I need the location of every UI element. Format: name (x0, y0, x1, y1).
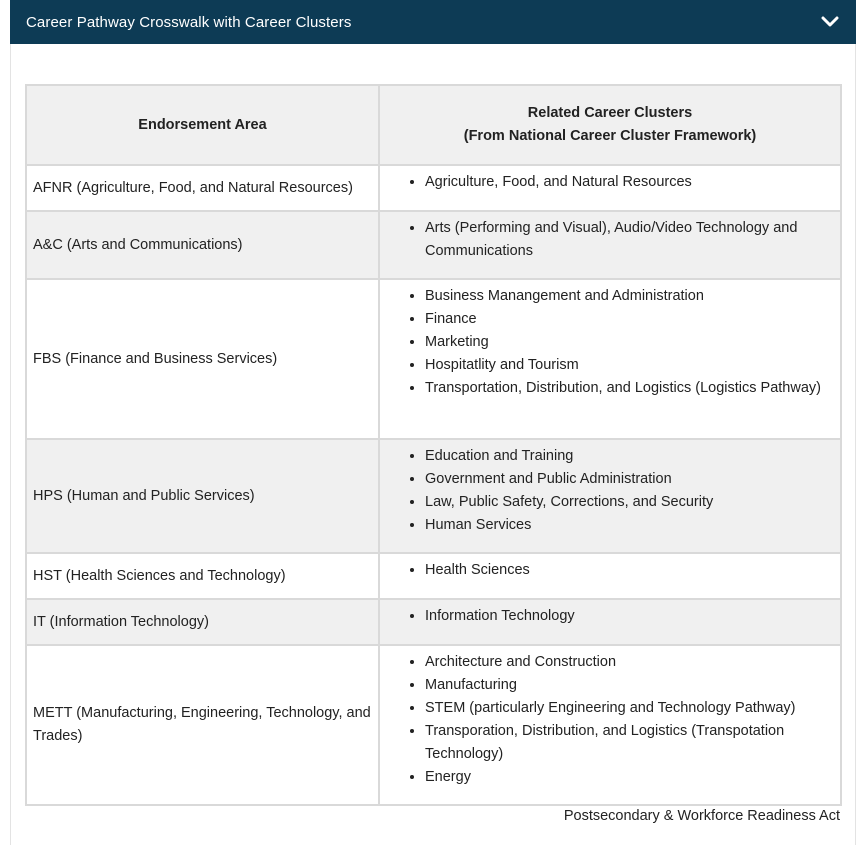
table-row (26, 553, 841, 599)
table-body (26, 165, 841, 805)
endorsement-area-cell: AFNR (Agriculture, Food, and Natural Resources) (26, 165, 379, 211)
list-item: • Transportation, Distribution, and Logistics (Logistics Pathway) (425, 377, 826, 400)
endorsement-area-cell: A&C (Arts and Communications) (26, 211, 379, 279)
list-item: • Agriculture, Food, and Natural Resources (425, 171, 826, 194)
list-item: • Architecture and Construction (425, 651, 826, 674)
career-clusters-list (388, 605, 826, 628)
endorsement-area-header: Endorsement Area (26, 85, 379, 165)
career-clusters-list (388, 171, 826, 194)
table-row (26, 279, 841, 439)
accordion-header[interactable] (10, 0, 856, 44)
career-clusters-cell (379, 599, 841, 645)
career-clusters-cell (379, 165, 841, 211)
list-item: • Government and Public Administration (425, 468, 826, 491)
career-clusters-cell (379, 439, 841, 553)
endorsement-area-cell: FBS (Finance and Business Services) (26, 279, 379, 439)
list-item: • Human Services (425, 514, 826, 537)
endorsement-area-cell: IT (Information Technology) (26, 599, 379, 645)
list-item: • Transporation, Distribution, and Logistics (Transpotation Technology) (425, 720, 826, 766)
list-item: • Finance (425, 308, 826, 331)
list-item: • Arts (Performing and Visual), Audio/Video Technology and Communications (425, 217, 826, 263)
table-header-row (26, 85, 841, 165)
career-clusters-list (388, 285, 826, 400)
career-clusters-header (379, 85, 841, 165)
career-clusters-list (388, 445, 826, 537)
list-item: • Energy (425, 766, 826, 789)
list-item: • Marketing (425, 331, 826, 354)
list-item: • Hospitatlity and Tourism (425, 354, 826, 377)
endorsement-area-cell: METT (Manufacturing, Engineering, Technology, and Trades) (26, 645, 379, 805)
chevron-down-icon[interactable] (820, 12, 840, 32)
crosswalk-table-container (25, 84, 842, 806)
list-item: • Health Sciences (425, 559, 826, 582)
endorsement-area-cell: HPS (Human and Public Services) (26, 439, 379, 553)
list-item: • Education and Training (425, 445, 826, 468)
career-clusters-list (388, 559, 826, 582)
table-row (26, 211, 841, 279)
accordion-title: Career Pathway Crosswalk with Career Clusters (26, 13, 352, 31)
career-clusters-cell (379, 211, 841, 279)
crosswalk-table (25, 84, 842, 806)
list-item: • Law, Public Safety, Corrections, and Security (425, 491, 826, 514)
list-item: • Business Manangement and Administration (425, 285, 826, 308)
career-clusters-cell (379, 645, 841, 805)
table-row (26, 645, 841, 805)
career-clusters-cell (379, 279, 841, 439)
list-item: • STEM (particularly Engineering and Technology Pathway) (425, 697, 826, 720)
list-item: • Information Technology (425, 605, 826, 628)
career-clusters-list (388, 651, 826, 789)
table-row (26, 599, 841, 645)
table-row (26, 165, 841, 211)
table-row (26, 439, 841, 553)
career-clusters-header-line1: Related Career Clusters (527, 105, 693, 121)
career-clusters-header-line2: (From National Career Cluster Framework) (463, 128, 757, 144)
list-item: • Manufacturing (425, 674, 826, 697)
career-clusters-cell (379, 553, 841, 599)
source-footnote: Postsecondary & Workforce Readiness Act (563, 808, 840, 824)
career-clusters-list (388, 217, 826, 263)
endorsement-area-cell: HST (Health Sciences and Technology) (26, 553, 379, 599)
